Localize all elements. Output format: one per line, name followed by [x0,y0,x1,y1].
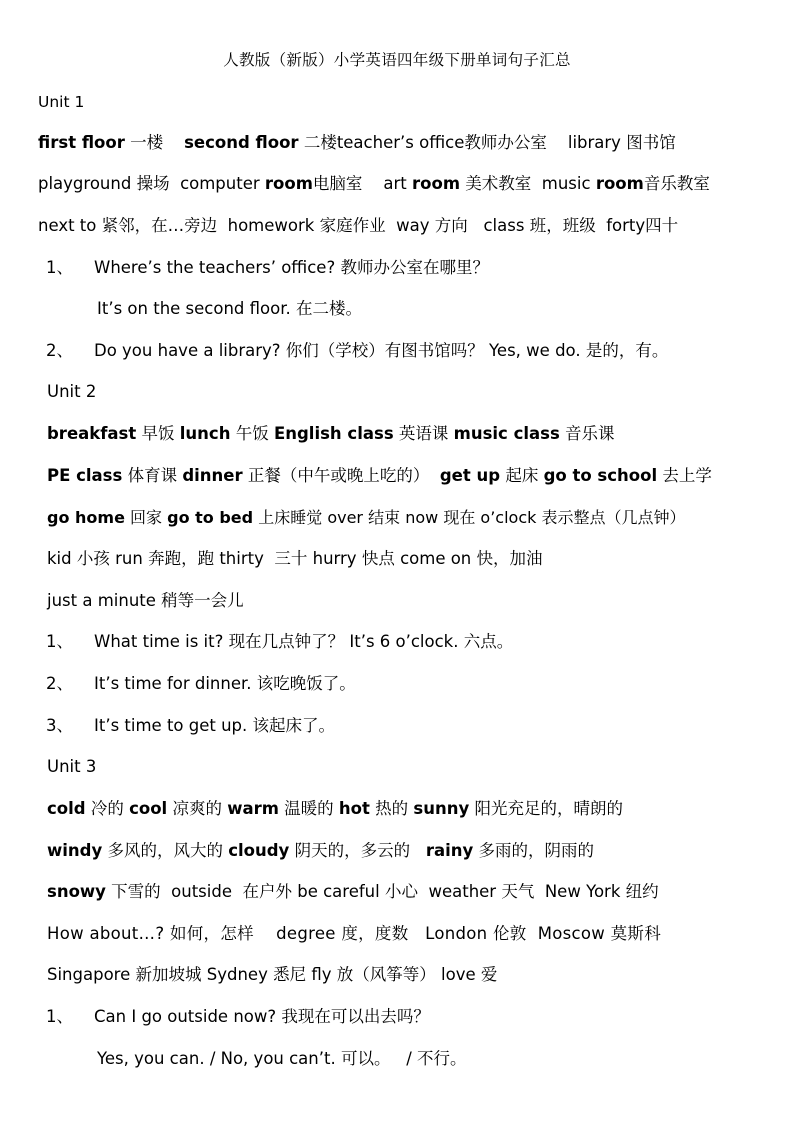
unit1-sentence-1 [46,256,489,280]
vocab-zh: 爱 [480,965,498,984]
unit1-sentence-1-answer [97,297,362,321]
vocab-zh: 稍等一会儿 [161,591,244,610]
vocab-en: PE class [47,466,123,485]
vocab-en: How about…? [47,924,165,943]
vocab-zh: 表示整点（几点钟） [541,508,686,527]
unit2-vocab-line1 [47,422,615,446]
sentence-zh: 我现在可以出去吗？ [281,1007,430,1026]
sentence-number: 1、 [46,1007,73,1026]
vocab-en: outside [171,882,232,901]
vocab-zh: 四十 [645,216,679,235]
vocab-en: come on [400,549,472,568]
vocab-zh: 现在 [443,508,476,527]
vocab-zh: 快，加油 [476,549,543,568]
unit1-sentence-2 [46,339,668,363]
vocab-en: library [567,133,621,152]
vocab-zh: 伦敦 [492,924,527,943]
unit3-vocab-line5 [47,963,497,987]
vocab-en: now [405,508,439,527]
vocab-en: go to bed [167,508,254,527]
unit3-vocab-line2 [47,839,594,863]
vocab-en: cold [47,799,86,818]
vocab-en: cloudy [228,841,290,860]
vocab-en-bold: room [264,174,313,193]
unit3-sentence-1 [46,1005,430,1029]
vocab-en: be careful [297,882,380,901]
sentence-zh: 教师办公室在哪里？ [340,258,489,277]
sentence-zh: 是的，有。 [585,341,669,360]
vocab-en: computer [180,174,260,193]
sentence-en: What time is it? [94,632,224,651]
vocab-zh: 一楼 [130,133,164,152]
vocab-zh: 图书馆 [626,133,676,152]
vocab-en: weather [428,882,497,901]
unit3-vocab-line4 [47,922,661,946]
sentence-zh: 你们（学校）有图书馆吗？ [285,341,484,360]
vocab-zh: 热的 [375,799,409,818]
unit2-vocab-line3 [47,506,686,530]
unit1-vocab-line1 [38,131,676,155]
unit2-vocab-line4 [47,547,543,571]
vocab-zh: 起床 [505,466,539,485]
sentence-en: Can I go outside now? [94,1007,277,1026]
unit2-sentence-1 [46,630,513,654]
vocab-en: get up [439,466,501,485]
unit2-heading: Unit 2 [47,382,97,401]
vocab-zh: 正餐（中午或晚上吃的） [247,466,430,485]
sentence-zh: 六点。 [463,632,514,651]
vocab-en: second floor [184,133,299,152]
vocab-zh: 方向 [434,216,468,235]
sentence-zh: 可以。 [340,1049,391,1068]
vocab-zh: 凉爽的 [172,799,222,818]
sentence-en: It’s time to get up. [94,716,248,735]
unit2-vocab-line5 [47,589,244,613]
sentence-zh: 现在几点钟了？ [228,632,345,651]
vocab-zh: 多雨的，阴雨的 [478,841,594,860]
vocab-en: way [396,216,430,235]
vocab-en: London [425,924,488,943]
unit1-vocab-line2 [38,172,710,196]
vocab-en: over [327,508,363,527]
vocab-en: warm [227,799,279,818]
vocab-en: breakfast [47,424,137,443]
vocab-en-bold: room [412,174,461,193]
vocab-zh: 阳光充足的，晴朗的 [474,799,623,818]
unit2-vocab-line2 [47,464,712,488]
vocab-zh: 纽约 [625,882,659,901]
unit3-vocab-line3 [47,880,659,904]
vocab-en: homework [227,216,315,235]
unit3-heading: Unit 3 [47,757,97,776]
vocab-en: teacher’s office [336,133,465,152]
sentence-en: It’s time for dinner. [94,674,252,693]
vocab-zh: 上床睡觉 [258,508,323,527]
vocab-zh: 小心 [384,882,418,901]
vocab-en: thirty [219,549,264,568]
vocab-zh: 音乐课 [565,424,615,443]
vocab-zh: 新加坡城 [135,965,202,984]
vocab-zh: 冷的 [90,799,124,818]
vocab-en: fly [311,965,332,984]
vocab-zh: 下雪的 [111,882,161,901]
vocab-en: rainy [425,841,474,860]
vocab-en: cool [129,799,168,818]
vocab-en: kid [47,549,72,568]
sentence-en: Where’s the teachers’ office? [94,258,336,277]
sentence-number: 2、 [46,674,73,693]
sentence-en: Do you have a library? [94,341,281,360]
unit2-sentence-3 [46,714,335,738]
vocab-en: just a minute [47,591,156,610]
vocab-en: music [541,174,591,193]
vocab-zh: 快点 [361,549,395,568]
vocab-zh: 小孩 [76,549,110,568]
sentence-zh: 该吃晚饭了。 [256,674,356,693]
sentence-separator: / [406,1049,412,1068]
vocab-zh: 二楼 [303,133,337,152]
vocab-zh: 莫斯科 [610,924,662,943]
unit1-vocab-line3 [38,214,678,238]
sentence-zh: 该起床了。 [252,716,336,735]
vocab-en: Singapore [47,965,131,984]
vocab-en: run [115,549,143,568]
sentence-number: 3、 [46,716,73,735]
unit2-sentence-2 [46,672,356,696]
vocab-en: windy [47,841,103,860]
vocab-zh: 教师办公室 [464,133,547,152]
vocab-en: Moscow [537,924,606,943]
vocab-en: Sydney [206,965,268,984]
vocab-zh: 悉尼 [273,965,307,984]
vocab-en: music class [453,424,560,443]
vocab-zh: 如何，怎样 [169,924,254,943]
sentence-zh: 不行。 [417,1049,467,1068]
vocab-en: love [441,965,476,984]
vocab-en: hot [338,799,370,818]
vocab-en: degree [276,924,336,943]
sentence-en: It’s on the second floor. [97,299,291,318]
vocab-zh: 回家 [130,508,163,527]
vocab-zh: 温暖的 [284,799,334,818]
vocab-en-bold: room [595,174,644,193]
vocab-en: next to [38,216,97,235]
vocab-en: New York [544,882,621,901]
vocab-zh: 紧邻，在…旁边 [101,216,218,235]
sentence-en: Yes, we do. [489,341,581,360]
vocab-zh: 天气 [501,882,535,901]
vocab-en: go home [47,508,125,527]
vocab-zh: 在户外 [242,882,292,901]
vocab-en: playground [38,174,132,193]
sentence-number: 1、 [46,632,73,651]
sentence-number: 1、 [46,258,73,277]
vocab-zh: 多风的，风大的 [107,841,223,860]
vocab-en: sunny [413,799,470,818]
vocab-zh: 体育课 [127,466,178,485]
vocab-zh: 午饭 [235,424,269,443]
vocab-en: lunch [179,424,231,443]
vocab-zh: 放（风筝等） [336,965,436,984]
unit3-sentence-1-answer [97,1047,467,1071]
vocab-zh: 奔跑，跑 [148,549,215,568]
vocab-zh: 早饭 [141,424,175,443]
vocab-zh: 结束 [368,508,401,527]
vocab-zh: 音乐教室 [643,174,710,193]
vocab-zh: 去上学 [662,466,712,485]
vocab-en: snowy [47,882,106,901]
sentence-en: It’s 6 o’clock. [349,632,459,651]
vocab-en: dinner [182,466,243,485]
sentence-number: 2、 [46,341,73,360]
vocab-en: o’clock [480,508,537,527]
vocab-en: forty [606,216,646,235]
vocab-zh: 英语课 [398,424,449,443]
page-title: 人教版（新版）小学英语四年级下册单词句子汇总 [223,51,571,69]
sentence-zh: 在二楼。 [295,299,362,318]
vocab-zh: 美术教室 [465,174,532,193]
vocab-zh: 阴天的，多云的 [294,841,411,860]
vocab-zh: 度，度数 [341,924,409,943]
vocab-en: class [483,216,525,235]
vocab-en: go to school [543,466,658,485]
vocab-en: first floor [38,133,125,152]
vocab-en: art [383,174,407,193]
vocab-en: hurry [312,549,357,568]
vocab-zh: 班，班级 [529,216,596,235]
vocab-zh: 家庭作业 [319,216,386,235]
vocab-zh: 操场 [136,174,170,193]
vocab-zh: 三十 [274,549,308,568]
unit3-vocab-line1 [47,797,623,821]
vocab-en: English class [273,424,394,443]
vocab-zh: 电脑室 [312,174,363,193]
unit1-heading: Unit 1 [38,93,85,111]
sentence-en: Yes, you can. / No, you can’t. [97,1049,336,1068]
